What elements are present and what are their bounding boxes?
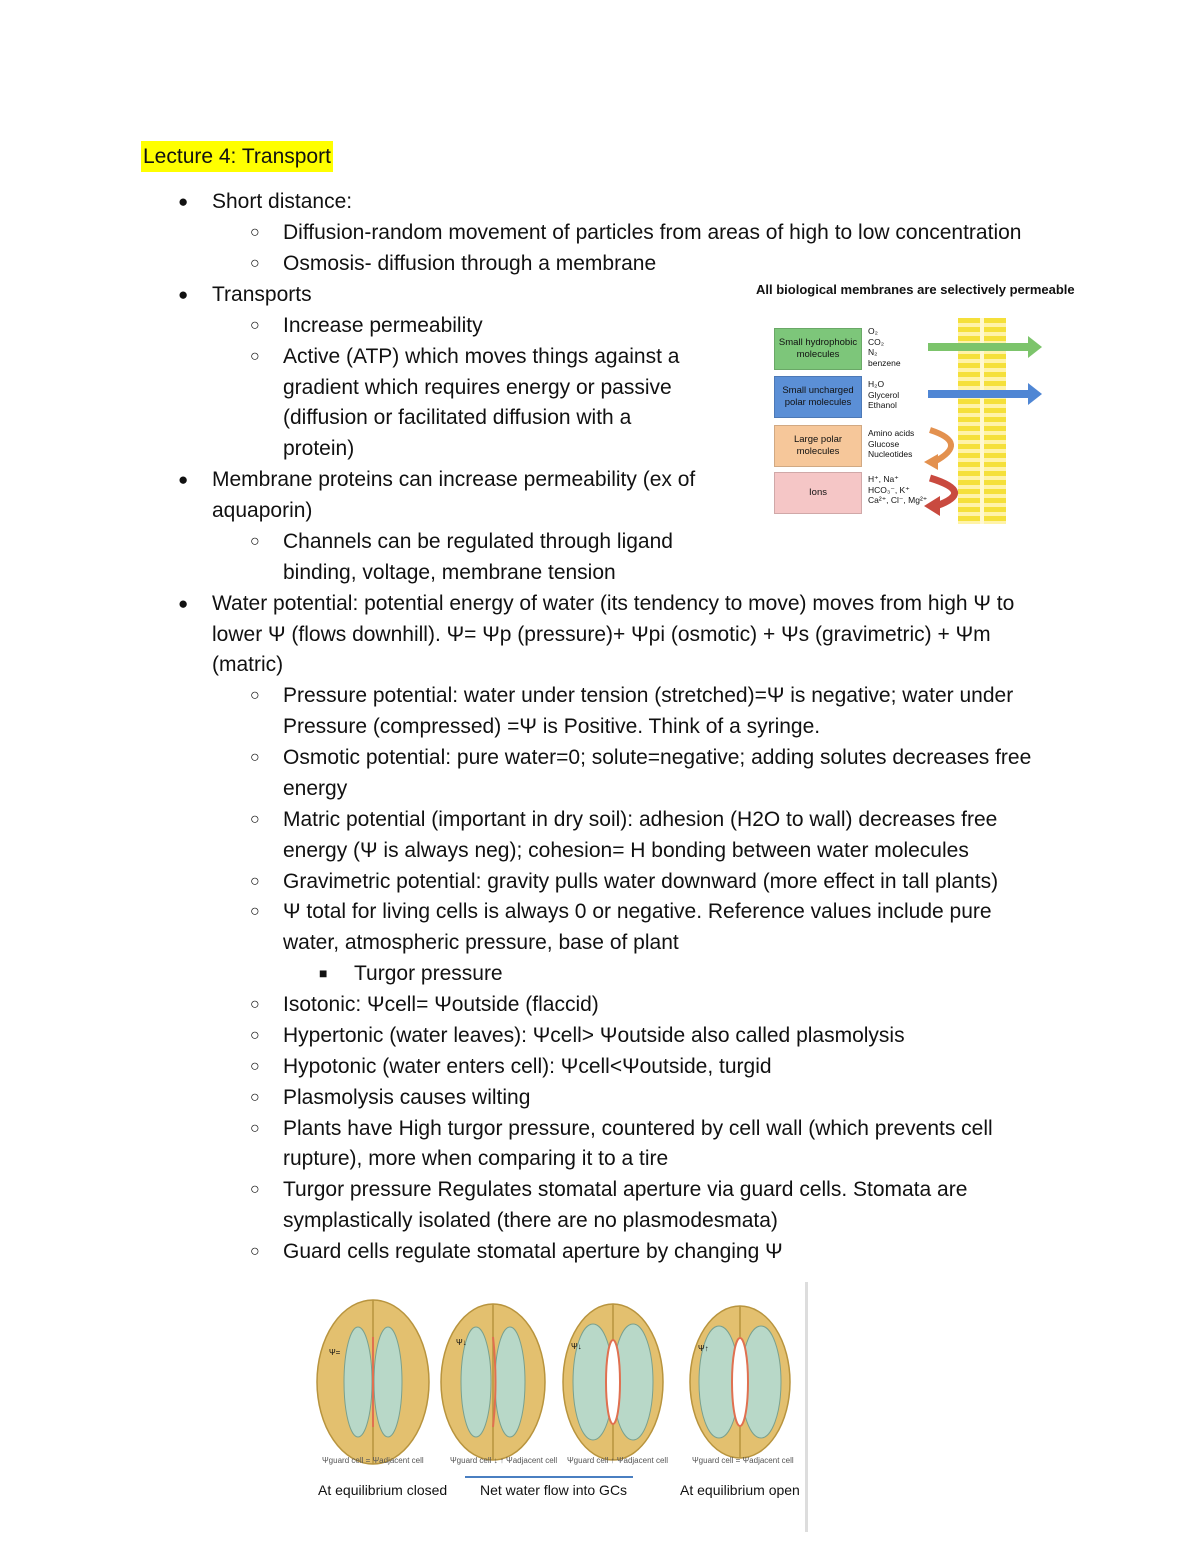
subbullet-channels-line-2: binding, voltage, membrane tension: [283, 561, 616, 584]
bullet-short-distance: Short distance:: [212, 190, 353, 213]
list-small-hydrophobic: O₂ CO₂ N₂ benzene: [868, 326, 901, 368]
box-ions: Ions: [774, 472, 862, 514]
list-large-polar: Amino acids Glucose Nucleotides: [868, 428, 915, 459]
subbullet-hypertonic: Hypertonic (water leaves): Ψcell> Ψoutside also called plasmolysis: [283, 1024, 905, 1047]
subbullet-matric-line-2: energy (Ψ is always neg); cohesion= H bonding between water molecules: [283, 839, 969, 862]
bullet-marker: ●: [178, 594, 189, 613]
subbullet-total-line-2: water, atmospheric pressure, base of plant: [283, 931, 679, 954]
bullet-marker: ●: [178, 285, 189, 304]
guard-cell-pair-closed: [317, 1300, 429, 1464]
box-small-uncharged-polar: Small uncharged polar molecules: [774, 376, 862, 418]
guard-cell-figure: [300, 1282, 812, 1532]
label-equilibrium-open: At equilibrium open: [680, 1482, 800, 1498]
subbullet-active-line-3: (diffusion or facilitated diffusion with a: [283, 406, 632, 429]
subbullet-pressure-line-2: Pressure (compressed) =Ψ is Positive. Think of a syringe.: [283, 715, 821, 738]
subbullet-matric-line-1: Matric potential (important in dry soil): adhesion (H2O to wall) decreases free: [283, 808, 998, 831]
subbullet-osmotic-line-1: Osmotic potential: pure water=0; solute=negative; adding solutes decreases free: [283, 746, 1032, 769]
psi-label: Ψ↑: [698, 1344, 709, 1353]
subbullet-plasmolysis: Plasmolysis causes wilting: [283, 1086, 531, 1109]
arrow-passes-hydrophobic: [928, 336, 1042, 358]
subbullet-total-line-1: Ψ total for living cells is always 0 or negative. Reference values include pure: [283, 900, 992, 923]
arrow-passes-polar: [928, 383, 1042, 405]
caption-closed-equal: Ψguard cell = Ψadjacent cell: [322, 1456, 424, 1465]
subbullet-osmosis: Osmosis- diffusion through a membrane: [283, 252, 657, 275]
subbullet-marker: ○: [250, 224, 260, 241]
box-large-polar: Large polar molecules: [774, 425, 862, 467]
psi-label: Ψ↓: [456, 1338, 467, 1347]
subbullet-marker: ○: [250, 873, 260, 890]
lecture-title: Lecture 4: Transport: [141, 141, 333, 172]
psi-label: Ψ=: [329, 1348, 341, 1357]
subbullet-isotonic: Isotonic: Ψcell= Ψoutside (flaccid): [283, 993, 599, 1016]
bullet-membrane-proteins-line-1: Membrane proteins can increase permeability (ex of: [212, 468, 696, 491]
subbullet-active-line-4: protein): [283, 437, 355, 460]
bullet-water-potential-line-3: (matric): [212, 653, 284, 676]
subbullet-active-line-1: Active (ATP) which moves things against a: [283, 345, 680, 368]
subbullet-guard-cells: Guard cells regulate stomatal aperture by changing Ψ: [283, 1240, 783, 1263]
box-small-hydrophobic: Small hydrophobic molecules: [774, 328, 862, 370]
arrow-blocked-ions: [924, 478, 955, 516]
arrow-blocked-large-polar: [924, 430, 951, 470]
subbullet-marker: ○: [250, 1058, 260, 1075]
subbullet-plants-line-1: Plants have High turgor pressure, countered by cell wall (which prevents cell: [283, 1117, 993, 1140]
subbullet-hypotonic: Hypotonic (water enters cell): Ψcell<Ψoutside, turgid: [283, 1055, 772, 1078]
bullet-water-potential-line-1: Water potential: potential energy of water (its tendency to move) moves from high Ψ to: [212, 592, 1015, 615]
subbullet-marker: ○: [250, 317, 260, 334]
caption-open-equal: Ψguard cell = Ψadjacent cell: [692, 1456, 794, 1465]
subsubbullet-turgor: Turgor pressure: [354, 962, 503, 985]
subsubbullet-marker: ■: [319, 965, 328, 981]
subbullet-plants-line-2: rupture), more when comparing it to a tire: [283, 1147, 669, 1170]
subbullet-gravimetric: Gravimetric potential: gravity pulls water downward (more effect in tall plants): [283, 870, 999, 893]
subbullet-marker: ○: [250, 811, 260, 828]
label-equilibrium-closed: At equilibrium closed: [318, 1482, 448, 1498]
subbullet-diffusion: Diffusion-random movement of particles from areas of high to low concentration: [283, 221, 1022, 244]
permeability-arrows: [752, 278, 1072, 528]
caption-opening: Ψguard cell ↑ Ψadjacent cell: [567, 1456, 668, 1465]
subbullet-marker: ○: [250, 749, 260, 766]
bullet-marker: ●: [178, 470, 189, 489]
membrane-permeability-figure: [752, 278, 1075, 528]
bullet-membrane-proteins-line-2: aquaporin): [212, 499, 313, 522]
guard-cell-pair-influx: [441, 1304, 545, 1460]
subbullet-marker: ○: [250, 255, 260, 272]
list-small-uncharged-polar: H₂O Glycerol Ethanol: [868, 379, 900, 410]
subbullet-marker: ○: [250, 1181, 260, 1198]
subbullet-marker: ○: [250, 687, 260, 704]
guard-cell-pair-opening: [563, 1304, 663, 1460]
flow-underline: [465, 1476, 633, 1478]
subbullet-marker: ○: [250, 996, 260, 1013]
subbullet-marker: ○: [250, 533, 260, 550]
subbullet-marker: ○: [250, 348, 260, 365]
subbullet-turgor-regulates-line-1: Turgor pressure Regulates stomatal aperture via guard cells. Stomata are: [283, 1178, 968, 1201]
subbullet-channels-line-1: Channels can be regulated through ligand: [283, 530, 673, 553]
psi-label: Ψ↓: [571, 1342, 582, 1351]
label-net-water-flow: Net water flow into GCs: [480, 1482, 628, 1498]
list-ions: H⁺, Na⁺ HCO₃⁻, K⁺ Ca²⁺, Cl⁻, Mg²⁺: [868, 474, 928, 505]
subbullet-marker: ○: [250, 1243, 260, 1260]
subbullet-pressure-line-1: Pressure potential: water under tension (stretched)=Ψ is negative; water under: [283, 684, 1014, 707]
bullet-marker: ●: [178, 192, 189, 211]
guard-cell-pair-open: [690, 1306, 790, 1458]
subbullet-marker: ○: [250, 1089, 260, 1106]
subbullet-marker: ○: [250, 903, 260, 920]
bullet-water-potential-line-2: lower Ψ (flows downhill). Ψ= Ψp (pressure)+ Ψpi (osmotic) + Ψs (gravimetric) + Ψm: [212, 623, 991, 646]
subbullet-increase-permeability: Increase permeability: [283, 314, 483, 337]
subbullet-osmotic-line-2: energy: [283, 777, 348, 800]
subbullet-marker: ○: [250, 1027, 260, 1044]
membrane-figure-title: All biological membranes are selectively permeable: [756, 282, 1075, 297]
bullet-transports: Transports: [212, 283, 312, 306]
guard-cell-diagrams: [300, 1282, 812, 1472]
subbullet-turgor-regulates-line-2: symplastically isolated (there are no plasmodesmata): [283, 1209, 778, 1232]
subbullet-active-line-2: gradient which requires energy or passive: [283, 376, 672, 399]
caption-influx: Ψguard cell ↓ ↑ Ψadjacent cell: [450, 1456, 558, 1465]
subbullet-marker: ○: [250, 1120, 260, 1137]
